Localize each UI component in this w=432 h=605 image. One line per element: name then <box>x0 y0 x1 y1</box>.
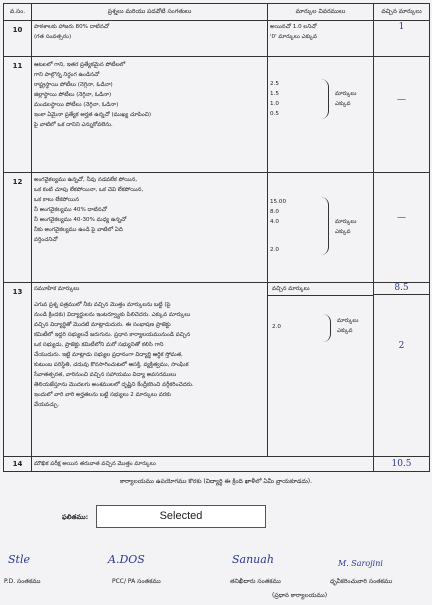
table-row <box>4 283 430 457</box>
criteria-line: ఒక సభ్యుడు, ప్రాజెక్టు కమిటీలోని మరో సభ్యునితో కలిసి గాని <box>34 342 164 348</box>
marks-value: 8.0 <box>270 209 279 215</box>
criteria-line: ఎగువ ప్రశ్న పత్రములో నీకు వచ్చిన మొత్తం మార్కులను బట్టి (పై <box>34 302 171 308</box>
criteria-line: ఆటలలో గాని, ఇతర ప్రత్యేకమైన పోటీలలో <box>34 62 126 68</box>
criteria-line: మౌఖిక పరీక్ష అయిన తరువాత వచ్చిన మొత్తం మార్కులు <box>34 461 156 467</box>
criteria-line: నీ అంగవైకల్యము 40-30% మధ్య ఉన్నచో <box>34 217 127 223</box>
marks-value: 2.5 <box>270 81 279 87</box>
signature-label-pcc: PCC/ PA సంతకము <box>112 578 161 585</box>
criteria-line: కుటుంబ పరిస్థితి, చదువు కొనసాగించుటలో ఆసక్తి, వ్యక్తిత్వము, సాంఘిక <box>34 362 189 368</box>
criteria-title: సమూహిక మార్కులు <box>34 286 80 292</box>
criteria-line: రాష్ట్రస్థాయి పోటీలు (నెగ్గినా, ఓడినా) <box>34 82 113 88</box>
signature-label-pd: P.D. సంతకము <box>4 578 41 585</box>
row-number: 14 <box>4 457 32 472</box>
marks-detail-cell <box>268 173 374 283</box>
marks-top-value: 8.5 <box>374 283 429 295</box>
header-sno: వ.సం. <box>4 4 32 21</box>
criteria-line: ఒక కంటి చూపు లేకపోయినా, ఒక చెవి లేకపోయిన, <box>34 187 144 193</box>
result-label: ఫలితము: <box>62 513 89 521</box>
marks-note-line: మార్కులు <box>337 318 359 324</box>
marks-obtained-cell <box>374 283 430 457</box>
marks-note-line: మార్కులు <box>335 91 357 97</box>
marks-detail-cell <box>268 283 374 457</box>
marks-value: 4.0 <box>270 219 279 225</box>
brace <box>322 314 331 342</box>
marks-obtained: 1 <box>374 21 430 57</box>
row-number: 11 <box>4 57 32 173</box>
marks-obtained: 10.5 <box>374 457 430 472</box>
criteria-cell <box>32 21 268 57</box>
criteria-line: జిల్లాస్థాయి పోటీలు (నెగ్గినా, ఓడినా) <box>34 92 112 98</box>
signature-pd: Stle <box>8 553 30 566</box>
marks-value: 1.5 <box>270 91 279 97</box>
criteria-line: చేయుదురు. ఇట్టి మాట్లాడు సభ్యుల ప్రధానంగా విద్యార్థి ఆర్థిక స్తోమత, <box>34 352 183 358</box>
office-use-note: కార్యాలయము ఉపయోగము కొరకు (విద్యార్థి ఈ క్రింది ఖాళీలో ఏమీ వ్రాయకూడదు). <box>119 478 313 485</box>
criteria-line: (గత సంవత్సరం) <box>34 34 72 40</box>
brace <box>320 197 329 255</box>
criteria-line: నుండి క్రిందకు) విద్యార్థులను ఇంటర్వ్యూకు పిలిచెదరు. ఎక్కువ మార్కులు <box>34 312 191 318</box>
criteria-line: కమిటీలో ఇద్దరి సభ్యులచే జరుగును. ప్రధాన కార్యాలయమునుండి వచ్చిన <box>34 332 191 338</box>
marks-note-line: ఎక్కువ <box>337 328 353 334</box>
signature-certifier: M. Sarojini <box>338 559 383 568</box>
header-criteria: ప్రశ్నలు మరియు పదవోటి సంగతులు <box>32 4 268 21</box>
criteria-line: వచ్చిన విద్యార్థితో మొదటి మాట్లాడుదురు. ఈ సంభాషణ ప్రాజెక్టు <box>34 322 171 328</box>
marks-values <box>272 314 320 332</box>
criteria-line: నీ అంగవైకల్యము 40% దాటినచో <box>34 207 107 213</box>
row-number: 12 <box>4 173 32 283</box>
marks-heading: వచ్చిన మార్కులు <box>268 283 373 296</box>
signature-inspector: Sanuah <box>232 553 274 566</box>
criteria-line: ఇందులో వారి వారి అర్హతలను బట్టి సభ్యులు 2 మార్కులు వరకు <box>34 392 171 398</box>
criteria-line: గాని పాల్గొన్న నిర్ధంగ ఉండినచో <box>34 72 100 78</box>
table-row <box>4 173 430 283</box>
signature-label-inspector: తనిఖీదారు సంతకము <box>230 578 281 585</box>
criteria-cell <box>32 457 374 472</box>
marks-line: అయినచో 1.0 లనిచో <box>270 24 317 30</box>
marks-values <box>270 197 318 255</box>
criteria-line: ఇంకా ఏమైనా ప్రత్యేక అర్హత ఉన్నచో (ముఖ్య చూపించి) <box>34 112 152 118</box>
marks-note-line: ఎక్కువ <box>335 229 351 235</box>
table-row <box>4 21 430 57</box>
marks-obtained: — <box>374 173 430 283</box>
marks-value: 2.0 <box>270 247 279 253</box>
table-row <box>4 57 430 173</box>
criteria-line: నీకు అంగవైకల్యము ఉండి పై వాటిలో ఏది <box>34 227 123 233</box>
criteria-cell <box>32 173 268 283</box>
row-number: 13 <box>4 283 32 457</box>
marks-note <box>337 314 358 336</box>
header-marks-obtained: వచ్చిన మార్కులు <box>374 4 430 21</box>
criteria-line: సేవాతత్పరత, వారినుంచి వచ్చిన సహాయము విద్యా అవసరములు <box>34 372 177 378</box>
marks-value: 1.0 <box>270 101 279 107</box>
criteria-line: వేయవచ్చు. <box>34 402 60 408</box>
criteria-line: పాఠశాలకు హాజరు 80% దాటినచో <box>34 24 110 30</box>
marks-value: 2.0 <box>272 324 281 330</box>
marks-value: 15.00 <box>270 199 287 205</box>
brace <box>320 79 329 119</box>
marks-values <box>270 79 318 119</box>
marks-line: '0' మార్కులు ఎక్కువ <box>270 34 318 40</box>
criteria-line: అంగవైకల్యము ఉన్నచో, నీవు నడవలేక పోయిన, <box>34 177 138 183</box>
marks-detail-cell <box>268 21 374 57</box>
result-value: Selected <box>96 505 266 528</box>
marks-note-line: ఎక్కువ <box>335 101 351 107</box>
marks-note <box>335 197 356 237</box>
marks-note <box>335 79 356 109</box>
marks-value: 0.5 <box>270 111 279 117</box>
table-header-row <box>4 4 430 21</box>
criteria-line: మండలస్థాయి పోటీలు (నెగ్గినా, ఓడినా) <box>34 102 119 108</box>
table-row <box>4 457 430 472</box>
marks-detail-cell <box>268 57 374 173</box>
marks-obtained: — <box>374 57 430 173</box>
signature-pcc: A.DOS <box>108 553 145 566</box>
header-marks-detail: మార్కుల వివరములు <box>268 4 374 21</box>
criteria-line: వర్తించనిచో <box>34 237 58 243</box>
criteria-cell <box>32 57 268 173</box>
criteria-line: తెలియజేస్తూను మొదలగు అంశములలో దృష్టిని కేంద్రీకరించి వర్గీకరించెదరు. <box>34 382 194 388</box>
criteria-line: పై వాటిలో ఒక దానిని ఎన్నుకోవలెను. <box>34 122 113 128</box>
head-office-note: (ప్రధాన కార్యాలయము) <box>272 592 328 599</box>
criteria-cell <box>32 283 268 457</box>
criteria-line: ఒక కాలు లేకపోయిన <box>34 197 80 203</box>
signature-label-certifier: ధృవీకరించువారి సంతకము <box>330 578 393 585</box>
evaluation-table <box>3 3 430 472</box>
marks-note-line: మార్కులు <box>335 219 357 225</box>
marks-obtained: 2 <box>398 341 405 351</box>
row-number: 10 <box>4 21 32 57</box>
